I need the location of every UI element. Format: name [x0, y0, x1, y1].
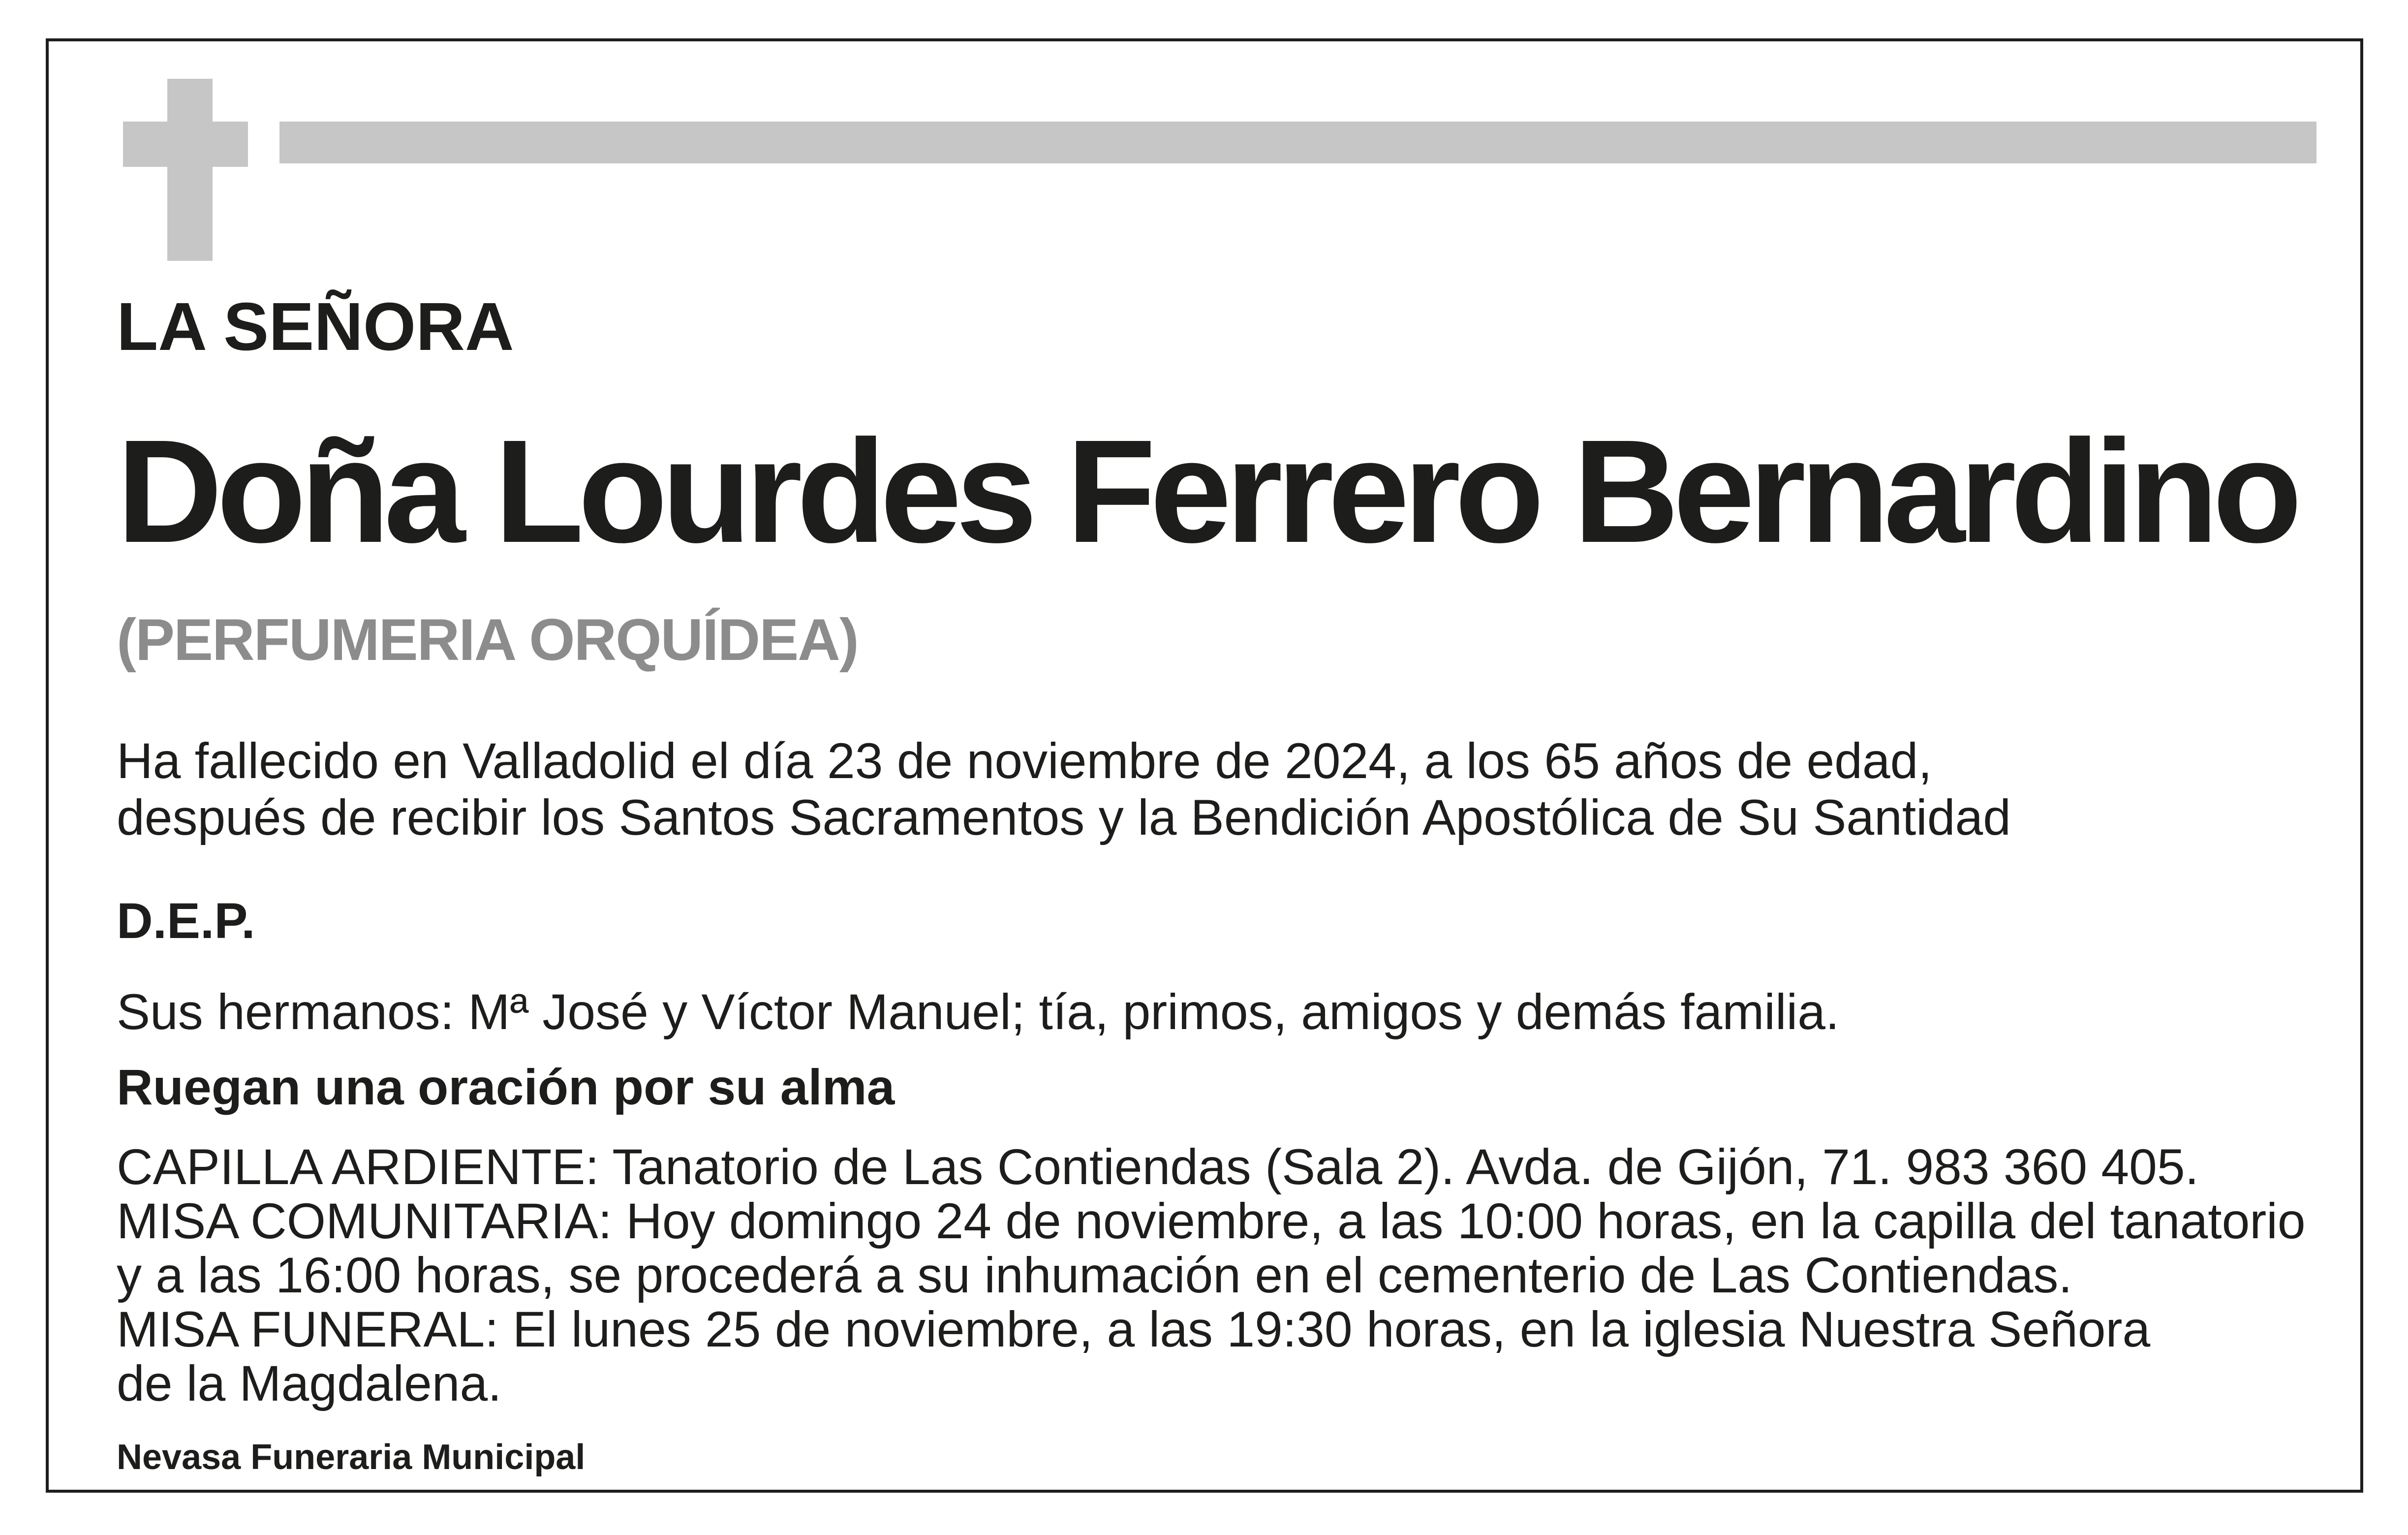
announcement-line: Ha fallecido en Valladolid el día 23 de noviembre de 2024, a los 65 años de edad,	[117, 733, 1932, 789]
announcement-line: después de recibir los Santos Sacramentos y la Bendición Apostólica de Su Santidad	[117, 789, 2011, 846]
funeral-home-name: Nevasa Funeraria Municipal	[117, 1438, 586, 1477]
heading-label: LA SEÑORA	[117, 289, 514, 365]
family-text: Sus hermanos: Mª José y Víctor Manuel; tía, primos, amigos y demás familia.	[117, 984, 1840, 1040]
cross-horizontal-bar	[123, 122, 248, 167]
service-detail-line: CAPILLA ARDIENTE: Tanatorio de Las Contiendas (Sala 2). Avda. de Gijón, 71. 983 360 405.	[117, 1139, 2199, 1195]
business-name: (PERFUMERIA ORQUÍDEA)	[117, 607, 858, 673]
deceased-name: Doña Lourdes Ferrero Bernardino	[117, 409, 2296, 573]
service-detail-line: MISA COMUNITARIA: Hoy domingo 24 de noviembre, a las 10:00 horas, en la capilla del tanatorio	[117, 1193, 2306, 1249]
service-detail-line: y a las 16:00 horas, se procederá a su inhumación en el cementerio de Las Contiendas.	[117, 1247, 2072, 1303]
service-detail-line: de la Magdalena.	[117, 1355, 502, 1411]
rip-text: D.E.P.	[117, 893, 255, 949]
service-detail-line: MISA FUNERAL: El lunes 25 de noviembre, a las 19:30 horas, en la iglesia Nuestra Señora	[117, 1301, 2151, 1357]
prayer-request: Ruegan una oración por su alma	[117, 1059, 895, 1115]
cross-vertical-bar	[167, 79, 213, 261]
header-divider-bar	[279, 122, 2316, 163]
